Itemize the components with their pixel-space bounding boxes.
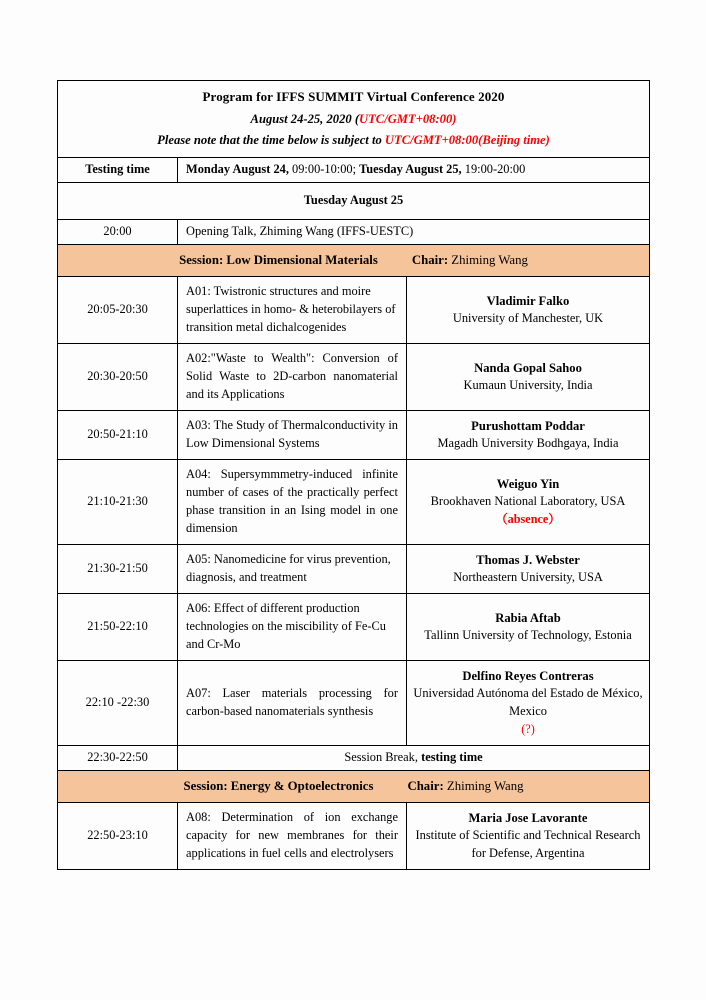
opening-talk-time: 20:00 bbox=[58, 220, 178, 245]
session-title: Session: Low Dimensional Materials bbox=[179, 253, 378, 268]
testing-hours-2: 19:00-20:00 bbox=[461, 162, 526, 177]
speaker-name: Vladimir Falko bbox=[486, 293, 570, 308]
testing-time-label: Testing time bbox=[58, 158, 178, 183]
table-body bbox=[58, 81, 650, 870]
talk-time: 21:50-22:10 bbox=[58, 594, 178, 661]
speaker-affiliation: Kumaun University, India bbox=[463, 377, 593, 392]
speaker-affiliation: Brookhaven National Laboratory, USA bbox=[430, 494, 626, 509]
title-header-row bbox=[58, 81, 650, 158]
chair-name: Zhiming Wang bbox=[448, 253, 528, 268]
testing-day-1: Monday August 24, bbox=[186, 162, 289, 177]
talk-speaker-cell bbox=[407, 410, 650, 459]
talk-time: 20:50-21:10 bbox=[58, 410, 178, 459]
talk-time: 22:50-23:10 bbox=[58, 802, 178, 869]
talk-title: A01: Twistronic structures and moire superlattices in homo- & heterobilayers of transition metal dichalcogenides bbox=[178, 276, 407, 343]
speaker-affiliation: University of Manchester, UK bbox=[452, 310, 604, 325]
speaker-status-note: （absence） bbox=[495, 512, 561, 527]
talk-title: A04: Supersymmmetry-induced infinite number of cases of the practically perfect phase transition in an Ising model in one dimension bbox=[178, 459, 407, 544]
dates-timezone: UTC/GMT+08:00 bbox=[359, 111, 453, 126]
testing-time-row bbox=[58, 158, 650, 183]
note-timezone: UTC/GMT+08:00(Beijing time) bbox=[384, 133, 550, 148]
note-prefix: Please note that the time below is subject to bbox=[157, 133, 385, 148]
chair-label: Chair: bbox=[407, 779, 444, 793]
speaker-name: Maria Jose Lavorante bbox=[468, 810, 588, 825]
session-chair bbox=[412, 251, 528, 270]
timezone-note bbox=[64, 131, 643, 149]
testing-day-2: Tuesday August 25, bbox=[359, 162, 462, 177]
talk-title: A07: Laser materials processing for carbon-based nanomaterials synthesis bbox=[178, 661, 407, 746]
talk-title: A03: The Study of Thermalconductivity in Low Dimensional Systems bbox=[178, 410, 407, 459]
break-text-bold: testing time bbox=[421, 750, 483, 765]
chair-label: Chair: bbox=[411, 253, 449, 268]
session-header-cell bbox=[58, 771, 650, 803]
speaker-name: Purushottam Poddar bbox=[471, 418, 585, 433]
break-time: 22:30-22:50 bbox=[58, 746, 178, 771]
session-header-row-low-dimensional-materials bbox=[58, 245, 650, 277]
opening-talk-text: Opening Talk, Zhiming Wang (IFFS-UESTC) bbox=[178, 220, 650, 245]
talk-title: A05: Nanomedicine for virus prevention, diagnosis, and treatment bbox=[178, 544, 407, 593]
conference-dates bbox=[64, 110, 643, 128]
speaker-name: Weiguo Yin bbox=[496, 476, 560, 491]
session-break-row bbox=[58, 746, 650, 771]
session-header-row-energy-optoelectronics bbox=[58, 771, 650, 803]
table-row bbox=[58, 276, 650, 343]
talk-title: A08: Determination of ion exchange capacity for new membranes for their applications in fuel cells and electrolysers bbox=[178, 802, 407, 869]
talk-time: 21:10-21:30 bbox=[58, 459, 178, 544]
talk-title: A06: Effect of different production technologies on the miscibility of Fe-Cu and Cr-Mo bbox=[178, 594, 407, 661]
talk-speaker-cell bbox=[407, 343, 650, 410]
speaker-affiliation: Institute of Scientific and Technical Research for Defense, Argentina bbox=[415, 827, 641, 860]
break-text bbox=[178, 746, 650, 771]
speaker-affiliation: Universidad Autónoma del Estado de México, Mexico bbox=[413, 686, 643, 719]
break-text-normal: Session Break, bbox=[344, 750, 422, 765]
talk-time: 21:30-21:50 bbox=[58, 544, 178, 593]
talk-title: A02:"Waste to Wealth": Conversion of Solid Waste to 2D-carbon nanomaterial and its Applications bbox=[178, 343, 407, 410]
day-header: Tuesday August 25 bbox=[58, 183, 650, 220]
speaker-affiliation: Northeastern University, USA bbox=[453, 570, 603, 585]
testing-time-value bbox=[178, 158, 650, 183]
dates-prefix: August 24-25, 2020 ( bbox=[250, 111, 360, 126]
day-header-row bbox=[58, 183, 650, 220]
conference-program-table bbox=[57, 80, 650, 870]
program-header-cell bbox=[58, 81, 650, 158]
speaker-name: Nanda Gopal Sahoo bbox=[474, 360, 582, 375]
talk-time: 20:30-20:50 bbox=[58, 343, 178, 410]
table-row bbox=[58, 802, 650, 869]
table-row bbox=[58, 594, 650, 661]
speaker-name: Rabia Aftab bbox=[495, 611, 561, 626]
talk-speaker-cell bbox=[407, 276, 650, 343]
talk-speaker-cell bbox=[407, 544, 650, 593]
table-row bbox=[58, 544, 650, 593]
session-header-cell bbox=[58, 245, 650, 277]
speaker-affiliation: Magadh University Bodhgaya, India bbox=[437, 436, 619, 450]
chair-name: Zhiming Wang bbox=[443, 779, 524, 793]
speaker-affiliation: Tallinn University of Technology, Estonia bbox=[424, 628, 632, 643]
dates-suffix: ) bbox=[452, 111, 457, 126]
talk-speaker-cell bbox=[407, 459, 650, 544]
speaker-name: Thomas J. Webster bbox=[476, 552, 580, 567]
table-row bbox=[58, 459, 650, 544]
session-title: Session: Energy & Optoelectronics bbox=[183, 779, 374, 793]
table-row bbox=[58, 661, 650, 746]
table-row bbox=[58, 343, 650, 410]
talk-speaker-cell bbox=[407, 661, 650, 746]
talk-time: 20:05-20:30 bbox=[58, 276, 178, 343]
session-chair bbox=[407, 777, 523, 796]
talk-speaker-cell bbox=[407, 802, 650, 869]
opening-talk-row bbox=[58, 220, 650, 245]
talk-speaker-cell bbox=[407, 594, 650, 661]
page-title: Program for IFFS SUMMIT Virtual Conference 2020 bbox=[202, 89, 505, 104]
speaker-status-note: (?) bbox=[521, 722, 535, 737]
talk-time: 22:10 -22:30 bbox=[58, 661, 178, 746]
speaker-name: Delfino Reyes Contreras bbox=[462, 669, 594, 684]
table-row bbox=[58, 410, 650, 459]
testing-hours-1: 09:00-10:00; bbox=[288, 162, 360, 177]
